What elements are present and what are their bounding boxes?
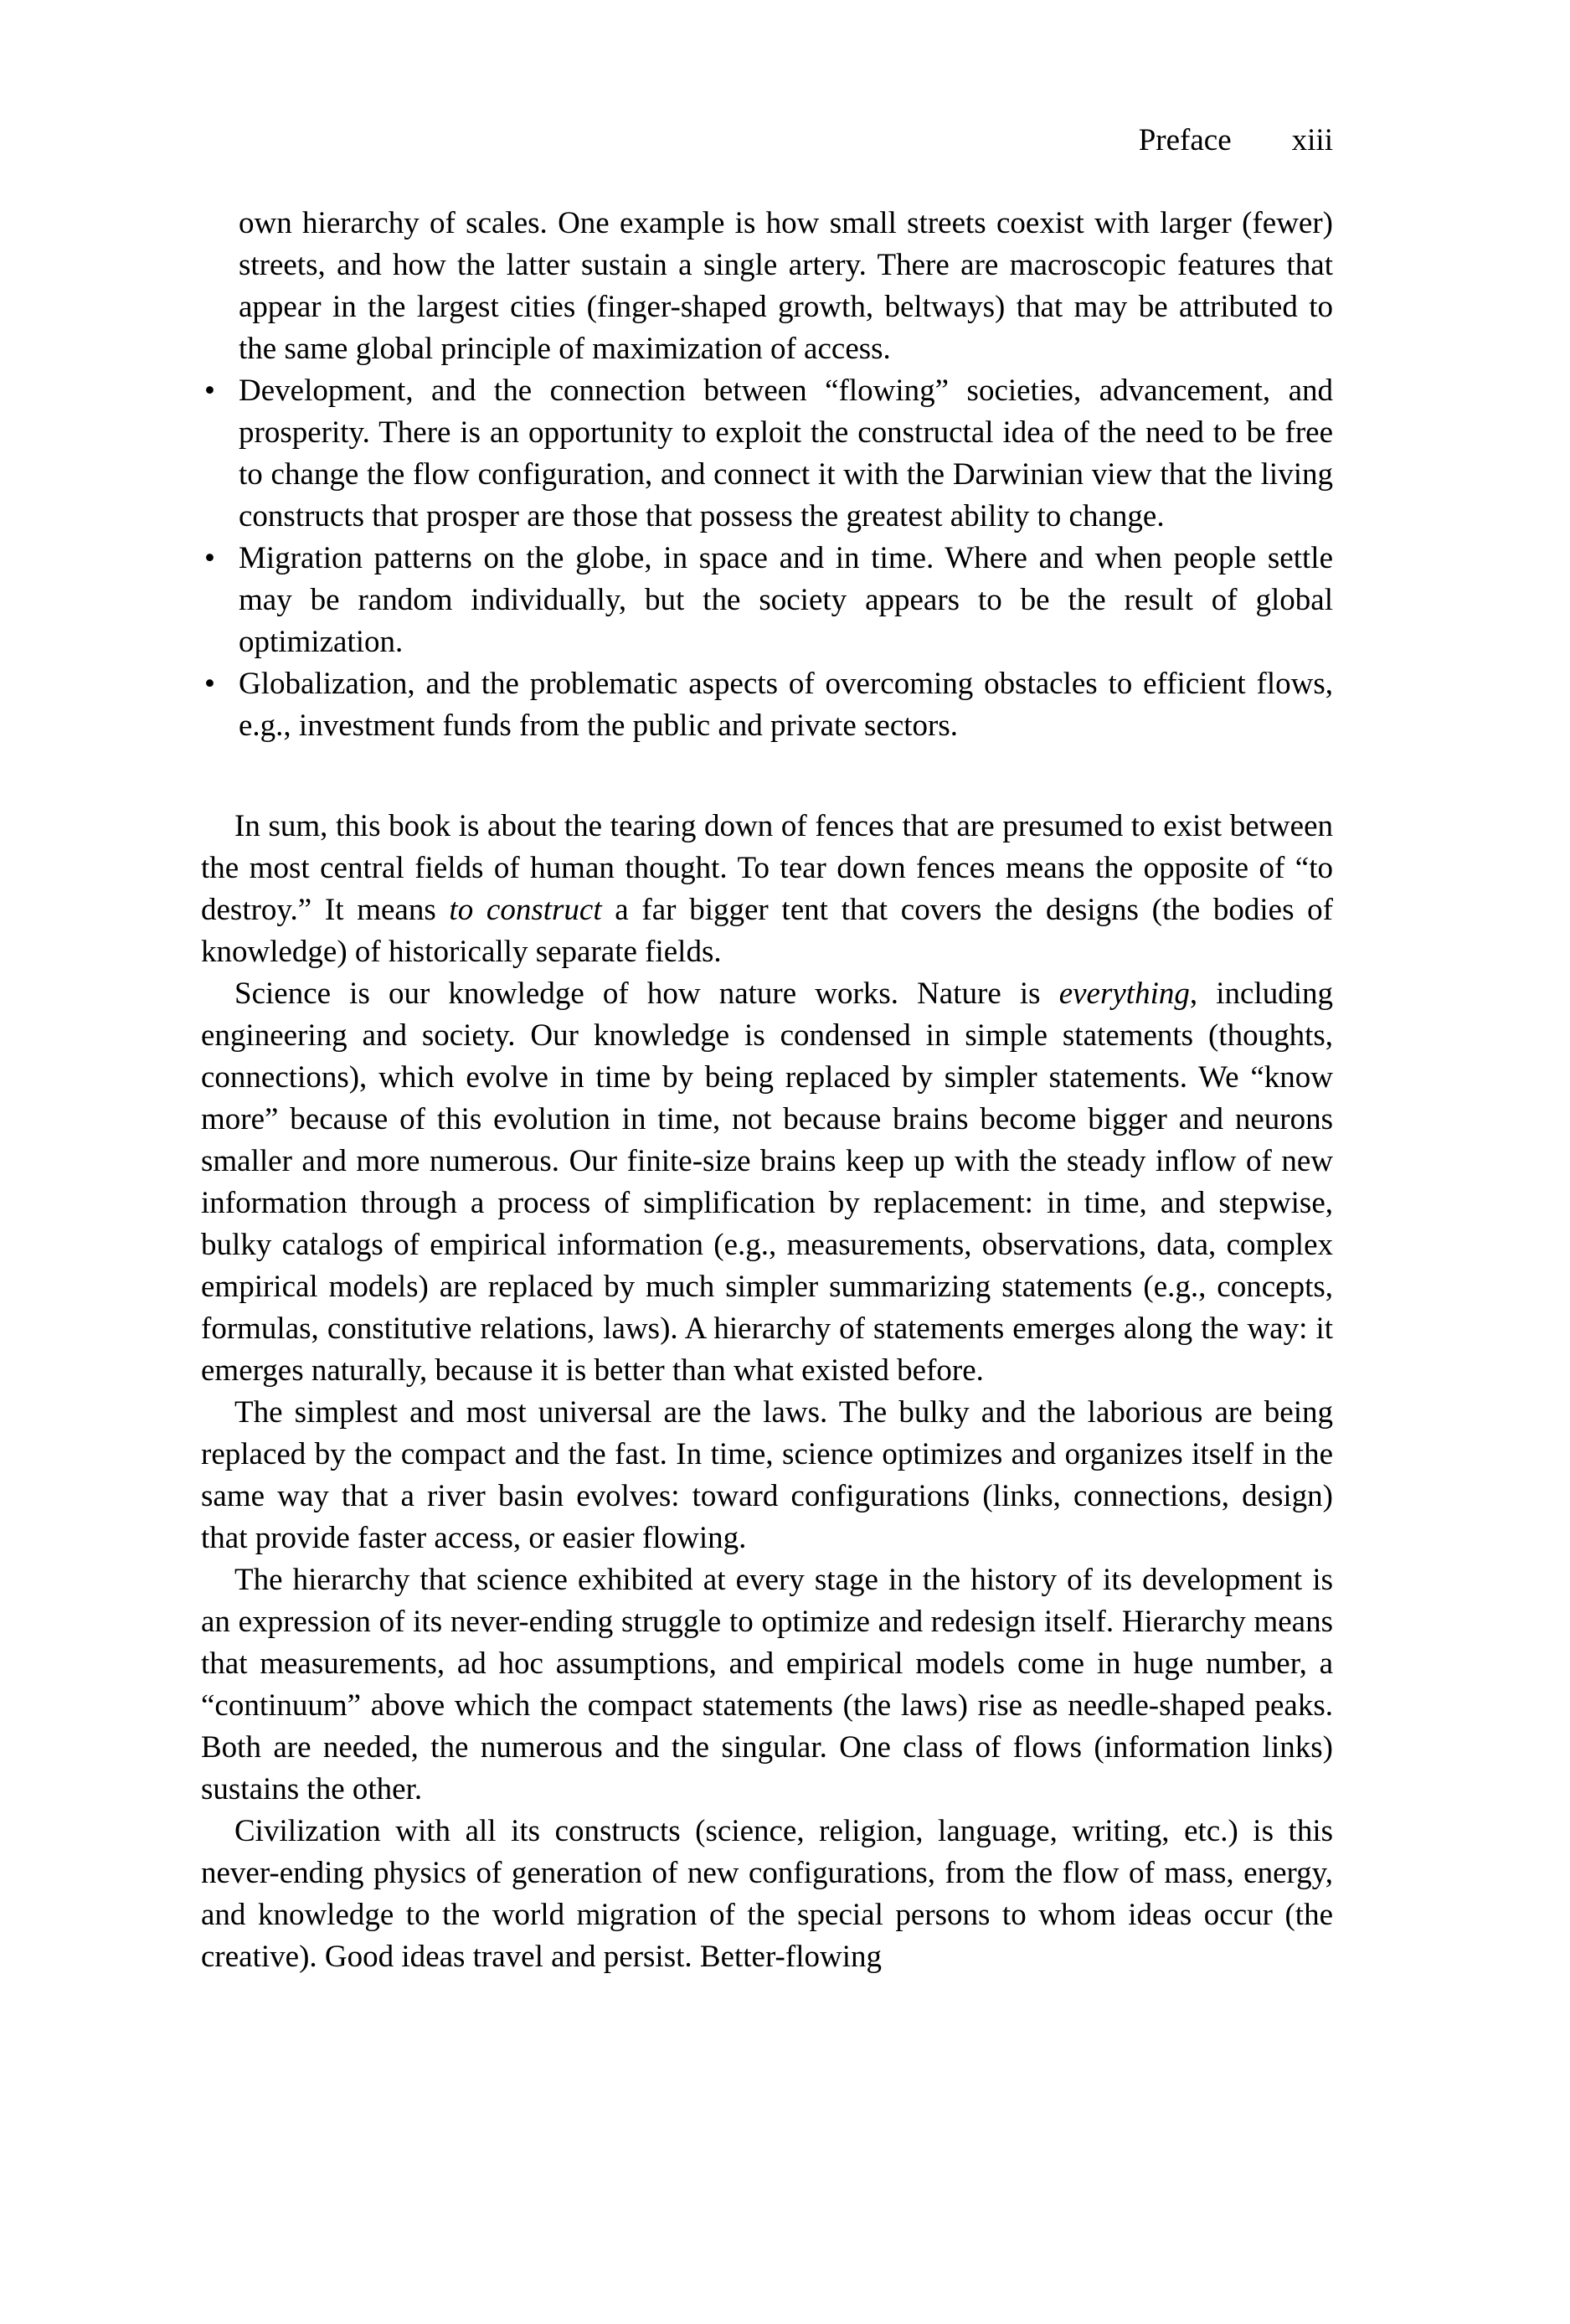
bullet-item: • Migration patterns on the globe, in space and in time. Where and when people settle may be random individually, but the society appears to be the result of global optimization. — [201, 538, 1333, 663]
page-body — [201, 203, 1333, 1978]
paragraphs — [201, 806, 1333, 1978]
paragraph: The simplest and most universal are the laws. The bulky and the laborious are being replaced by the compact and the fast. In time, science optimizes and organizes itself in the same way that a river basin evolves: toward configurations (links, connections, design) that provide faster access, or easier flowing. — [201, 1395, 1333, 1555]
running-head — [201, 120, 1333, 162]
bullet-continuation-text: own hierarchy of scales. One example is how small streets coexist with larger (fewer) streets, and how the latter sustain a single artery. There are macroscopic features that appear in the largest cities (finger-shaped growth, beltways) that may be attributed to the same global principle of maximization of access. — [239, 206, 1333, 366]
bullet-item: • Development, and the connection between “flowing” societies, advancement, and prosperity. There is an opportunity to exploit the constructal idea of the need to be free to change the flow configuration, and connect it with the Darwinian view that the living constructs that prosper are those that possess the greatest ability to change. — [201, 370, 1333, 538]
bullet-item: • Globalization, and the problematic aspects of overcoming obstacles to efficient flows, e.g., investment funds from the public and private sectors. — [201, 663, 1333, 747]
running-head-section-title: Preface — [1138, 123, 1232, 157]
paragraph: Civilization with all its constructs (science, religion, language, writing, etc.) is this never-ending physics of generation of new configurations, from the flow of mass, energy, and knowledge to the world migration of the special persons to whom ideas occur (the creative). Good ideas travel and persist. Better-flowing — [201, 1814, 1333, 1974]
page-number: xiii — [1291, 123, 1333, 157]
paragraph: The hierarchy that science exhibited at every stage in the history of its development is an expression of its never-ending struggle to optimize and redesign itself. Hierarchy means that measurements, ad hoc assumptions, and empirical models come in huge number, a “continuum” above which the compact statements (the laws) rise as needle-shaped peaks. Both are needed, the numerous and the singular. One class of flows (information links) sustains the other. — [201, 1563, 1333, 1806]
bullet-list — [201, 370, 1333, 747]
paragraph: In sum, this book is about the tearing down of fences that are presumed to exist between the most central fields of human thought. To tear down fences means the opposite of “to destroy.” It means to construct a far bigger tent that covers the designs (the bodies of knowledge) of historically separate fields. — [201, 809, 1333, 969]
paragraph: Science is our knowledge of how nature works. Nature is everything, including engineering and society. Our knowledge is condensed in simple statements (thoughts, connections), which evolve in time by being replaced by simpler statements. We “know more” because of this evolution in time, not because brains become bigger and neurons smaller and more numerous. Our finite-size brains keep up with the steady inflow of new information through a process of simplification by replacement: in time, and stepwise, bulky catalogs of empirical information (e.g., measurements, observations, data, complex empirical models) are replaced by much simpler summarizing statements (e.g., concepts, formulas, constitutive relations, laws). A hierarchy of statements emerges along the way: it emerges naturally, because it is better than what existed before. — [201, 976, 1333, 1388]
